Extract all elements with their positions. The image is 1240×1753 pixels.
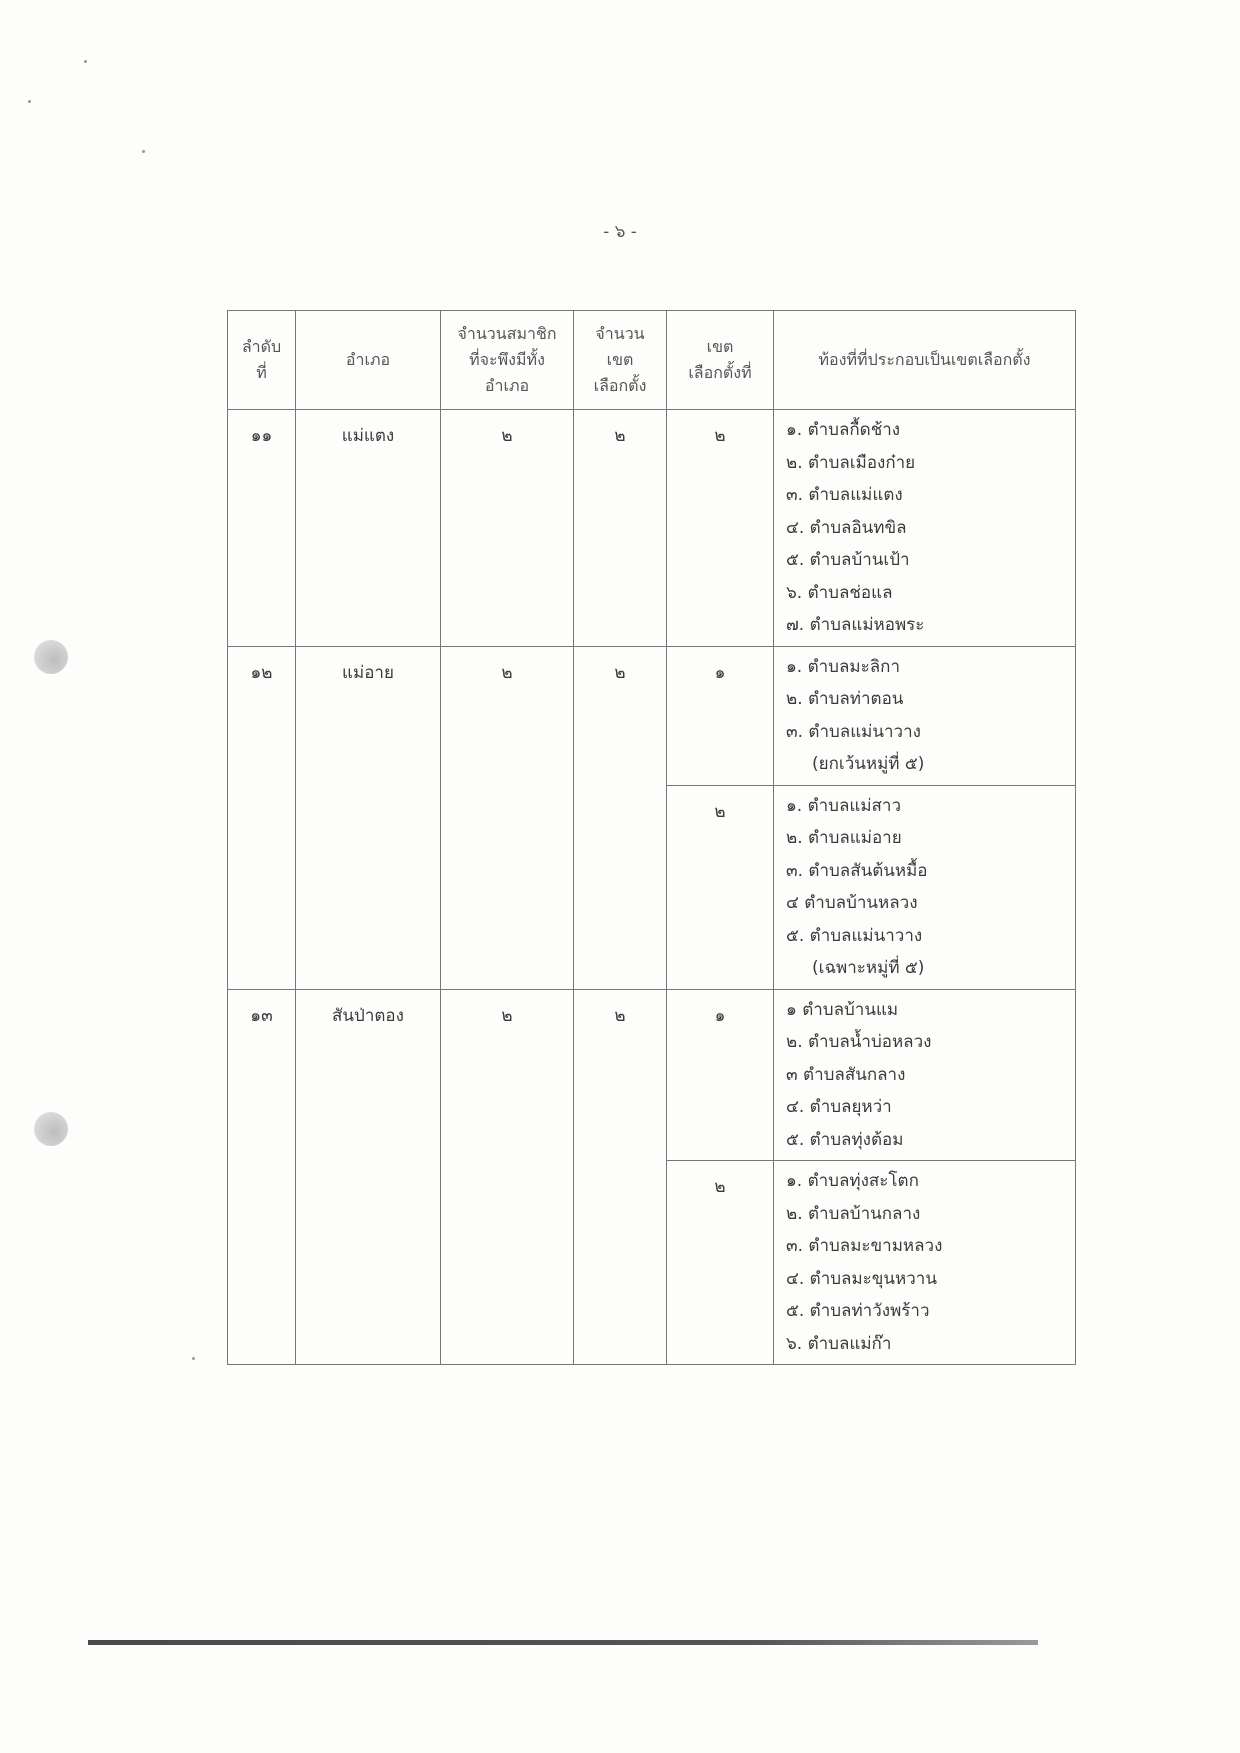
cell-zone-count	[574, 989, 667, 1365]
cell-order-text: ๑๒	[250, 662, 273, 683]
area-item: ๑. ตำบลมะลิกา	[786, 656, 900, 677]
area-item: ๗. ตำบลแม่หอพระ	[786, 615, 925, 635]
cell-members	[441, 410, 574, 647]
area-item: ๑. ตำบลกื้ดช้าง	[786, 420, 901, 440]
area-item: ๓. ตำบลสันต้นหมื้อ	[786, 860, 928, 881]
page-number: - ๖ -	[603, 222, 637, 242]
col-header-areas: ท้องที่ที่ประกอบเป็นเขตเลือกตั้ง	[774, 311, 1076, 410]
cell-zone-count	[574, 410, 667, 647]
cell-members	[441, 989, 574, 1365]
area-item: ๑. ตำบลแม่สาว	[786, 795, 902, 816]
scan-speck	[142, 150, 145, 153]
col-header-members: จำนวนสมาชิก ที่จะพึงมีทั้ง อำเภอ	[441, 311, 574, 410]
area-item: ๖. ตำบลช่อแล	[786, 582, 893, 603]
cell-order	[228, 646, 296, 989]
cell-areas	[774, 989, 1076, 1161]
cell-order-text: ๑๑	[250, 426, 273, 446]
col-header-order: ลำดับ ที่	[228, 311, 296, 410]
area-item: (เฉพาะหมู่ที่ ๕)	[812, 958, 925, 978]
area-item: ๒. ตำบลเมืองก๋าย	[786, 452, 916, 473]
cell-members	[441, 646, 574, 989]
table-row	[228, 410, 1076, 647]
scan-speck	[28, 100, 31, 103]
cell-zone-number	[667, 1161, 774, 1365]
zone-number-text: ๒	[714, 801, 726, 822]
area-item: ๒. ตำบลแม่อาย	[786, 828, 902, 848]
cell-areas	[774, 785, 1076, 989]
cell-zone-count-text: ๒	[614, 426, 626, 446]
col-header-zone-number: เขต เลือกตั้งที่	[667, 311, 774, 410]
area-item: ๖. ตำบลแม่ก๊า	[786, 1333, 892, 1354]
cell-zone-number	[667, 989, 774, 1161]
punch-hole	[34, 640, 68, 674]
cell-district	[296, 646, 441, 989]
cell-order-text: ๑๓	[250, 1005, 273, 1026]
cell-district	[296, 410, 441, 647]
area-item: ๔. ตำบลยุหว่า	[786, 1097, 892, 1117]
cell-zone-count-text: ๒	[614, 1005, 626, 1026]
zone-number-text: ๑	[714, 1005, 726, 1026]
cell-district-text: สันป่าตอง	[332, 1005, 404, 1026]
area-item: ๑ ตำบลบ้านแม	[786, 999, 899, 1020]
zone-number-text: ๒	[714, 1177, 726, 1197]
table-header-row	[228, 311, 1076, 410]
cell-members-text: ๒	[501, 1005, 513, 1026]
area-item: ๔. ตำบลอินทขิล	[786, 517, 907, 538]
cell-zone-number	[667, 410, 774, 647]
scan-speck	[84, 60, 87, 63]
area-item: ๓. ตำบลแม่แตง	[786, 485, 903, 505]
area-item: (ยกเว้นหมู่ที่ ๕)	[812, 754, 925, 774]
area-item: ๓. ตำบลมะขามหลวง	[786, 1236, 943, 1256]
cell-zone-number	[667, 785, 774, 989]
cell-district-text: แม่อาย	[342, 662, 394, 683]
area-item: ๒. ตำบลน้ำบ่อหลวง	[786, 1032, 932, 1052]
cell-zone-count-text: ๒	[614, 662, 626, 683]
area-item: ๕. ตำบลท่าวังพร้าว	[786, 1301, 930, 1321]
area-item: ๓. ตำบลแม่นาวาง	[786, 721, 921, 742]
area-item: ๓ ตำบลสันกลาง	[786, 1064, 906, 1085]
cell-district	[296, 989, 441, 1365]
area-item: ๕. ตำบลบ้านเป้า	[786, 550, 910, 570]
cell-zone-number	[667, 646, 774, 785]
election-zone-table	[227, 310, 1076, 1365]
area-item: ๒. ตำบลบ้านกลาง	[786, 1203, 921, 1224]
cell-district-text: แม่แตง	[341, 426, 395, 446]
cell-areas	[774, 646, 1076, 785]
scan-speck	[192, 1357, 195, 1360]
area-item: ๔. ตำบลมะขุนหวาน	[786, 1268, 937, 1289]
cell-areas	[774, 1161, 1076, 1365]
area-item: ๕. ตำบลแม่นาวาง	[786, 925, 923, 946]
cell-order	[228, 410, 296, 647]
col-header-district: อำเภอ	[296, 311, 441, 410]
col-header-zone-count: จำนวน เขต เลือกตั้ง	[574, 311, 667, 410]
cell-areas	[774, 410, 1076, 647]
bottom-rule	[88, 1640, 1038, 1645]
area-item: ๔ ตำบลบ้านหลวง	[786, 893, 918, 913]
cell-order	[228, 989, 296, 1365]
table-row	[228, 646, 1076, 785]
area-item: ๒. ตำบลท่าตอน	[786, 689, 904, 709]
cell-zone-count	[574, 646, 667, 989]
table-row	[228, 989, 1076, 1161]
punch-hole	[34, 1112, 68, 1146]
cell-members-text: ๒	[501, 662, 513, 683]
zone-number-text: ๒	[714, 426, 726, 446]
area-item: ๑. ตำบลทุ่งสะโตก	[786, 1171, 919, 1191]
zone-number-text: ๑	[714, 662, 726, 683]
area-item: ๕. ตำบลทุ่งต้อม	[786, 1129, 904, 1150]
cell-members-text: ๒	[501, 426, 513, 446]
